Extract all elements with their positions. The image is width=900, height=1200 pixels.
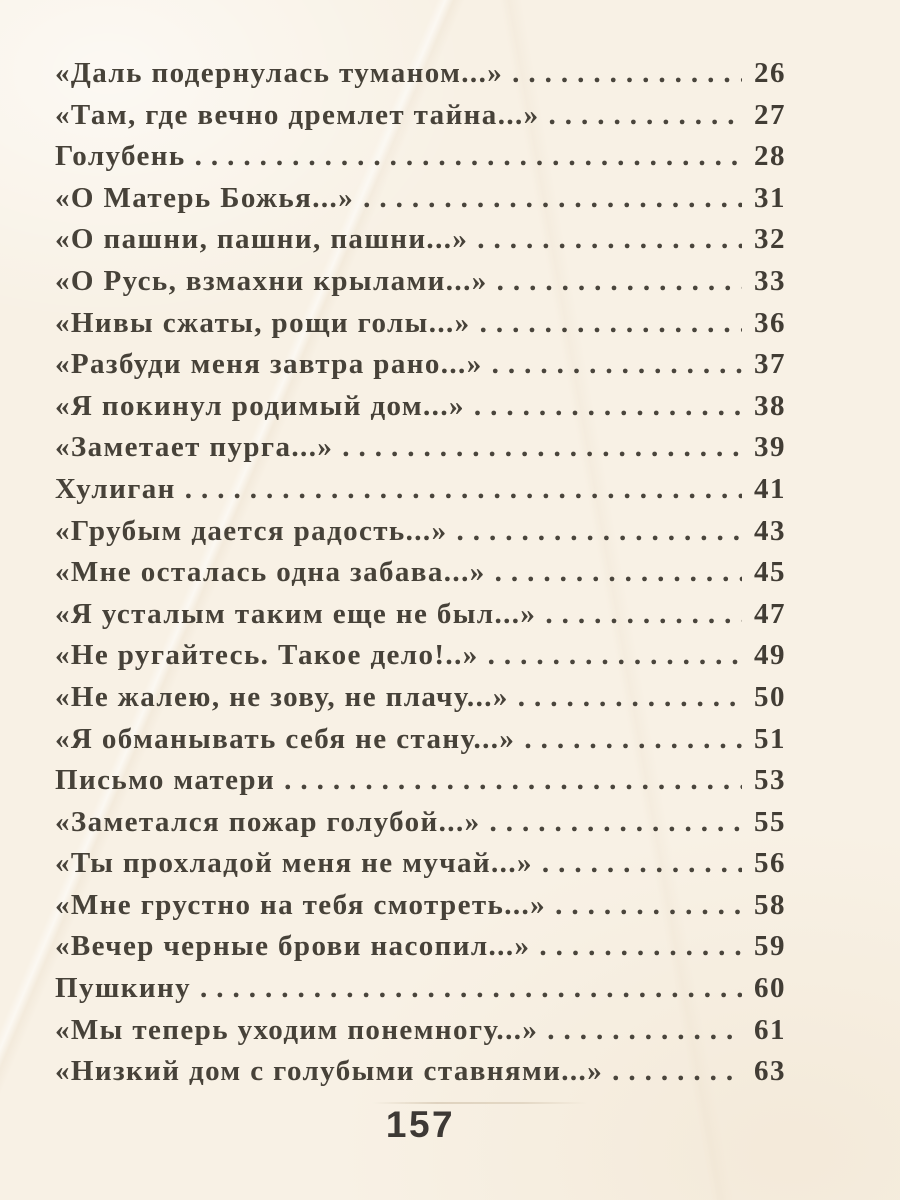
toc-leader-dots: [480, 303, 742, 345]
toc-entry-page: 39: [754, 431, 786, 464]
toc-leader-dots: [549, 95, 742, 137]
toc-leader-dots: [195, 136, 742, 178]
toc-leader-dots: [284, 760, 742, 802]
toc-entry: [55, 303, 786, 345]
toc-entry-page: 50: [754, 680, 786, 713]
toc-entry: [55, 469, 786, 511]
toc-entry: [55, 344, 786, 386]
toc-entry: [55, 427, 786, 469]
toc-leader-dots: [185, 469, 742, 511]
toc-entry-title: «Грубым дается радость...»: [55, 514, 448, 547]
toc-leader-dots: [495, 552, 742, 594]
toc-entry-title: Голубень: [55, 140, 186, 173]
toc-leader-dots: [363, 178, 742, 220]
toc-entry-title: «Мне грустно на тебя смотреть...»: [55, 888, 547, 921]
toc-entry-page: 58: [754, 888, 786, 921]
toc-entry-title: «Низкий дом с голубыми ставнями...»: [55, 1055, 604, 1088]
toc-entry-title: «Я покинул родимый дом...»: [55, 389, 465, 422]
toc-entry-title: Письмо матери: [55, 764, 276, 797]
toc-leader-dots: [542, 843, 742, 885]
toc-entry-page: 28: [754, 140, 786, 173]
toc-entry: [55, 136, 786, 178]
toc-entry-title: «Даль подернулась туманом...»: [55, 57, 504, 89]
toc-entry: [55, 386, 786, 428]
toc-entry-title: «Не жалею, не зову, не плачу...»: [55, 680, 509, 713]
toc-entry-page: 59: [754, 930, 786, 963]
toc-entry-title: «Заметает пурга...»: [55, 431, 334, 464]
toc-entry: [55, 926, 786, 968]
toc-entry-title: «О Русь, взмахни крылами...»: [55, 264, 488, 297]
toc-entry: [55, 635, 786, 677]
toc-entry-page: 33: [754, 264, 786, 297]
toc-entry: [55, 719, 786, 761]
toc-entry: [55, 968, 786, 1010]
toc-entry: [55, 885, 786, 927]
toc-entry: [55, 1051, 786, 1093]
toc-entry-page: 27: [754, 98, 786, 131]
toc-leader-dots: [539, 926, 742, 968]
toc-entry-title: Хулиган: [55, 472, 176, 505]
toc-leader-dots: [488, 635, 742, 677]
toc-entry-page: 53: [754, 764, 786, 797]
toc-leader-dots: [612, 1051, 742, 1093]
toc-leader-dots: [492, 344, 742, 386]
toc-entry: [55, 53, 786, 95]
toc-entry-page: 31: [754, 181, 786, 214]
toc-entry-title: «Там, где вечно дремлет тайна...»: [55, 98, 540, 131]
toc-entry: [55, 261, 786, 303]
toc-entry-page: 61: [754, 1013, 786, 1046]
toc-entry-title: «О пашни, пашни, пашни...»: [55, 223, 469, 256]
toc-leader-dots: [342, 427, 742, 469]
toc-leader-dots: [497, 261, 742, 303]
toc-leader-dots: [200, 968, 742, 1010]
toc-leader-dots: [555, 885, 742, 927]
toc-entry-page: 55: [754, 805, 786, 838]
toc-leader-dots: [490, 802, 743, 844]
toc-entry-title: «Нивы сжаты, рощи голы...»: [55, 306, 471, 339]
toc-leader-dots: [512, 53, 742, 95]
toc-entry: [55, 511, 786, 553]
toc-entry-page: 43: [754, 514, 786, 547]
toc-entry: [55, 760, 786, 802]
toc-entry-page: 47: [754, 597, 786, 630]
toc-entry: [55, 677, 786, 719]
toc-entry-page: 37: [754, 348, 786, 381]
toc-entry-page: 51: [754, 722, 786, 755]
toc-entry: [55, 95, 786, 137]
toc-leader-dots: [524, 719, 742, 761]
toc-entry: [55, 552, 786, 594]
toc-entry-page: 38: [754, 389, 786, 422]
folio-page-number: 157: [385, 1103, 456, 1145]
toc-entry-title: «Ты прохладой меня не мучай...»: [55, 847, 533, 880]
toc-entry-title: «Заметался пожар голубой...»: [55, 805, 481, 838]
toc-entry-title: «Мы теперь уходим понемногу...»: [55, 1013, 539, 1046]
toc-entry-page: 63: [754, 1055, 786, 1088]
toc-entry: [55, 219, 786, 261]
toc-entry: [55, 1010, 786, 1052]
paper-crease: [372, 1102, 587, 1104]
toc-entry-title: «Не ругайтесь. Такое дело!..»: [55, 639, 479, 672]
toc-leader-dots: [547, 1010, 742, 1052]
toc-entry-title: «Вечер черные брови насопил...»: [55, 930, 531, 963]
toc-entry-page: 60: [754, 972, 786, 1005]
toc-entry: [55, 178, 786, 220]
toc-entry-page: 36: [754, 306, 786, 339]
toc-entry-title: «Я усталым таким еще не был...»: [55, 597, 537, 630]
toc-leader-dots: [545, 594, 742, 636]
toc-entry: [55, 594, 786, 636]
toc-leader-dots: [457, 511, 743, 553]
toc-entry-page: 45: [754, 556, 786, 589]
toc-entry-title: Пушкину: [55, 972, 191, 1005]
toc-entry-title: «О Матерь Божья...»: [55, 181, 355, 214]
toc-leader-dots: [474, 386, 742, 428]
toc-leader-dots: [518, 677, 742, 719]
toc-entry-page: 49: [754, 639, 786, 672]
toc-entry-page: 32: [754, 223, 786, 256]
toc-leader-dots: [477, 219, 742, 261]
toc-entry-title: «Мне осталась одна забава...»: [55, 556, 486, 589]
toc-entry-page: 56: [754, 847, 786, 880]
toc-entry: [55, 802, 786, 844]
toc-entry-title: «Разбуди меня завтра рано...»: [55, 348, 483, 381]
toc-entry: [55, 843, 786, 885]
toc-entry-title: «Я обманывать себя не стану...»: [55, 722, 516, 755]
toc-entry-page: 26: [754, 57, 786, 89]
toc-entry-page: 41: [754, 472, 786, 505]
